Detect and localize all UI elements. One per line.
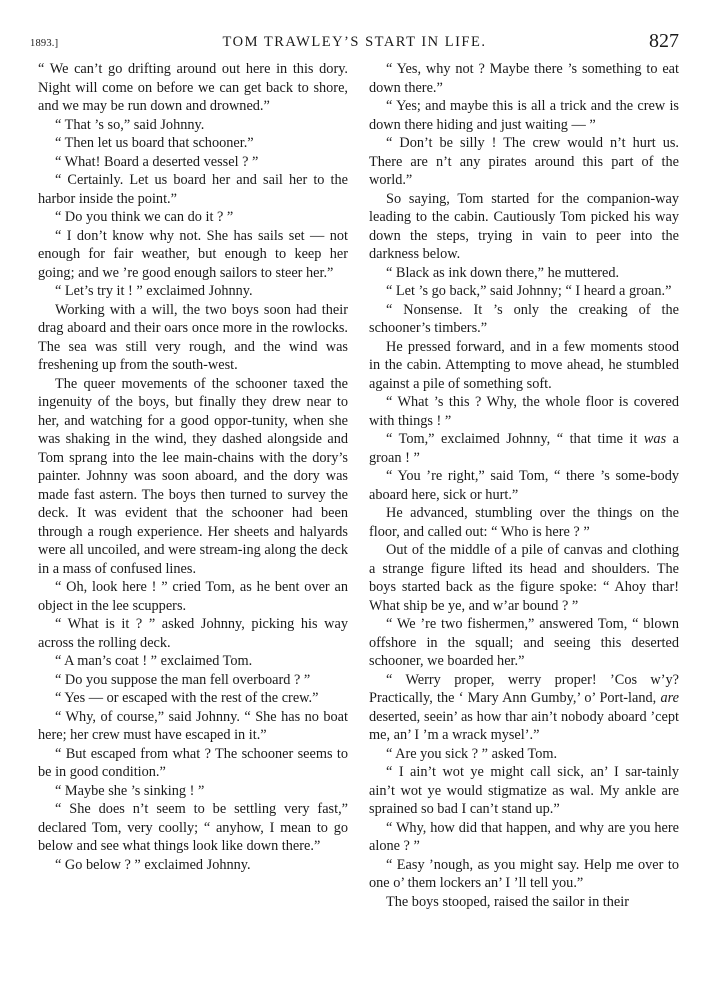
paragraph: “ She does n’t seem to be settling very fast,” declared Tom, very coolly; “ anyhow, I mean to go below and see what things look like down there.” <box>38 801 348 854</box>
paragraph: “ Easy ’nough, as you might say. Help me over to one o’ them lockers an’ I ’ll tell you.” <box>369 856 679 891</box>
paragraph: “ We ’re two fishermen,” answered Tom, “ blown offshore in the squall; and seeing this deserted schooner, we boarded her.” <box>369 616 679 669</box>
paragraph: “ Certainly. Let us board her and sail her to the harbor inside the point.” <box>38 172 348 207</box>
paragraph: “ Oh, look here ! ” cried Tom, as he bent over an object in the lee scuppers. <box>38 579 348 614</box>
paragraph: “ A man’s coat ! ” exclaimed Tom. <box>55 653 253 669</box>
paragraph: “ Do you suppose the man fell overboard ? ” <box>55 671 311 688</box>
paragraph: “ Why, of course,” said Johnny. “ She has no boat here; her crew must have escaped in it.” <box>38 708 348 743</box>
paragraph: “ Maybe she ’s sinking ! ” <box>55 782 205 799</box>
paragraph: He pressed forward, and in a few moments stood in the cabin. Attempting to move ahead, he stumbled against a pile of something soft. <box>369 338 679 392</box>
paragraph: “ Why, how did that happen, and why are you here alone ? ” <box>369 819 679 854</box>
header-year: 1893.] <box>30 38 59 49</box>
paragraph: “ What! Board a deserted vessel ? ” <box>55 153 259 170</box>
paragraph: “ Werry proper, werry proper! ’Cos w’y? Practically, the ‘ Mary Ann Gumby,’ o’ Port-land, are deserted, seein’ as how thar ain’t nobody aboard ’cept me, an’ I ’m a wrack mysel’.” <box>369 671 679 743</box>
paragraph: “ Tom,” exclaimed Johnny, “ that time it was a groan ! ” <box>369 431 679 466</box>
paragraph: “ Yes, why not ? Maybe there ’s something to eat down there.” <box>369 61 679 96</box>
paragraph: “ Yes; and maybe this is all a trick and the crew is down there hiding and just waiting — ” <box>369 98 679 133</box>
paragraph: “ Let ’s go back,” said Johnny; “ I heard a groan.” <box>386 283 672 299</box>
paragraph: “ I ain’t wot ye might call sick, an’ I sar-tainly ain’t wot ye would stigmatize as wal. My ankle are sprained so bad I can’t stand up.” <box>369 764 679 817</box>
paragraph: “ You ’re right,” said Tom, “ there ’s some-body aboard here, sick or hurt.” <box>369 468 679 503</box>
paragraph: “ Then let us board that schooner.” <box>55 135 254 151</box>
left-column <box>38 60 348 874</box>
paragraph: “ Let’s try it ! ” exclaimed Johnny. <box>55 283 253 299</box>
paragraph: “ We can’t go drifting around out here in this dory. Night will come on before we can get back to shore, and we may be run down and drowned.” <box>38 61 348 114</box>
header-title: TOM TRAWLEY’S START IN LIFE. <box>222 34 487 50</box>
running-header <box>30 30 679 54</box>
paragraph: “ But escaped from what ? The schooner seems to be in good condition.” <box>38 745 348 780</box>
paragraph: “ That ’s so,” said Johnny. <box>55 116 205 133</box>
paragraph: “ Go below ? ” exclaimed Johnny. <box>55 856 251 873</box>
paragraph: “ Are you sick ? ” asked Tom. <box>386 745 558 762</box>
paragraph: So saying, Tom started for the companion-way leading to the cabin. Cautiously Tom picked his way down the steps, trying in vain to peer into the darkness below. <box>369 190 679 262</box>
paragraph: “ What is it ? ” asked Johnny, picking his way across the rolling deck. <box>38 616 348 651</box>
paragraph: “ Don’t be silly ! The crew would n’t hurt us. There are n’t any pirates around this part of the world.” <box>369 135 679 188</box>
right-column <box>369 60 679 911</box>
paragraph: The boys stooped, raised the sailor in their <box>386 893 629 910</box>
paragraph: “ I don’t know why not. She has sails set — not enough for fair weather, but enough to keep her going; and we ’re good enough sailors to steer her.” <box>38 227 348 281</box>
paragraph: He advanced, stumbling over the things on the floor, and called out: “ Who is here ? ” <box>369 505 679 540</box>
paragraph: Working with a will, the two boys soon had their drag aboard and their oars once more in the rowlocks. The sea was still very rough, and the wind was freshening up from the south-west. <box>38 301 348 373</box>
paragraph: “ Nonsense. It ’s only the creaking of the schooner’s timbers.” <box>369 301 679 336</box>
paragraph: “ Yes — or escaped with the rest of the crew.” <box>55 690 319 706</box>
paragraph: “ Black as ink down there,” he muttered. <box>386 264 620 281</box>
page-number: 827 <box>649 30 679 52</box>
paragraph: Out of the middle of a pile of canvas and clothing a strange figure lifted its head and shoulders. The boys started back as the figure spoke: “ Ahoy thar! What ship be ye, and w’ar bound ? ” <box>369 542 679 614</box>
paragraph: “ What ’s this ? Why, the whole floor is covered with things ! ” <box>369 394 679 429</box>
paragraph: “ Do you think we can do it ? ” <box>55 209 234 225</box>
paragraph: The queer movements of the schooner taxed the ingenuity of the boys, but finally they drew near to her, and watching for a good oppor-tunity, when she was shaking in the wind, they dashed alongside and Tom sprang into the lee main-chains with the dory’s painter. Johnny was soon aboard, and the dory was made fast astern. The boys then turned to survey the deck. It was evident that the schooner had been through a rough experience. Her sheets and halyards were all uncoiled, and were stream-ing along the deck in a mass of confused lines. <box>38 375 348 577</box>
